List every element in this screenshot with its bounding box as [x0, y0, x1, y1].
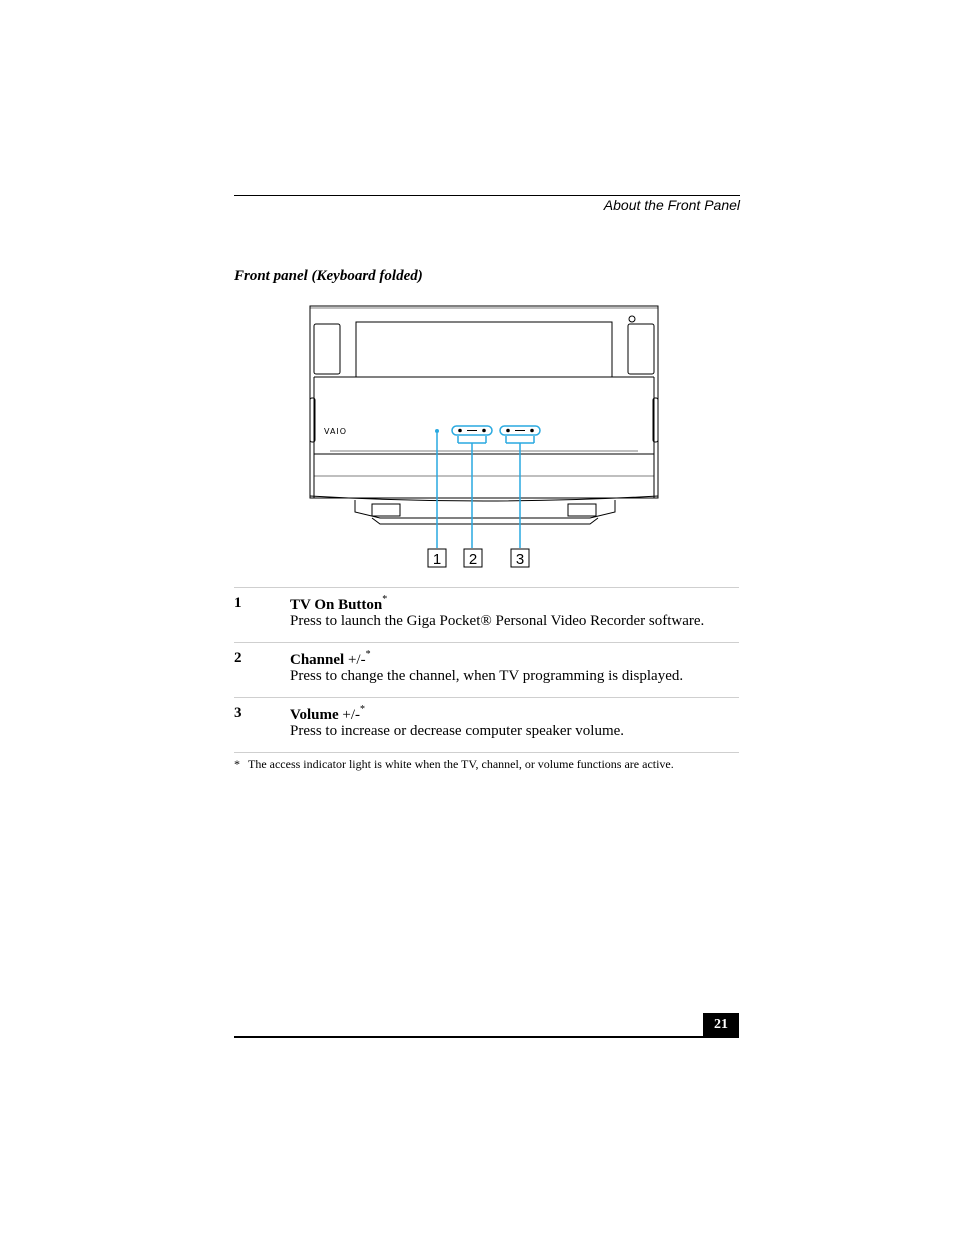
callout-number-2: 2 [468, 551, 478, 568]
item-description: Press to launch the Giga Pocket® Personal Video Recorder software. [290, 613, 705, 629]
header-rule [234, 195, 740, 196]
footnote-text: The access indicator light is white when the TV, channel, or volume functions are active. [248, 757, 674, 771]
item-number: 3 [234, 705, 242, 721]
camera-dot [629, 316, 635, 322]
list-item [234, 697, 739, 753]
component-list [234, 587, 739, 753]
front-panel-diagram [300, 300, 670, 575]
left-speaker [314, 324, 340, 374]
item-title: TV On Button* [290, 594, 388, 613]
item-title: Volume +/-* [290, 704, 365, 723]
list-item [234, 642, 739, 697]
running-header: About the Front Panel [603, 197, 740, 213]
footnote-mark: * [234, 757, 240, 771]
screen-area [356, 322, 612, 377]
vaio-logo: VAIO [324, 427, 348, 436]
footnote [234, 757, 674, 772]
monitor-body [310, 306, 658, 498]
tv-on-button [435, 429, 439, 433]
item-number: 2 [234, 650, 242, 666]
right-speaker [628, 324, 654, 374]
page-number: 21 [703, 1013, 739, 1037]
item-title: Channel +/-* [290, 649, 371, 668]
figure-caption: Front panel (Keyboard folded) [234, 268, 423, 284]
callout-number-1: 1 [432, 551, 442, 568]
item-number: 1 [234, 595, 242, 611]
footer-rule [234, 1036, 739, 1038]
list-item [234, 587, 739, 642]
stand [355, 500, 615, 518]
item-description: Press to increase or decrease computer speaker volume. [290, 723, 625, 739]
callout-number-3: 3 [515, 551, 525, 568]
item-description: Press to change the channel, when TV programming is displayed. [290, 668, 684, 684]
